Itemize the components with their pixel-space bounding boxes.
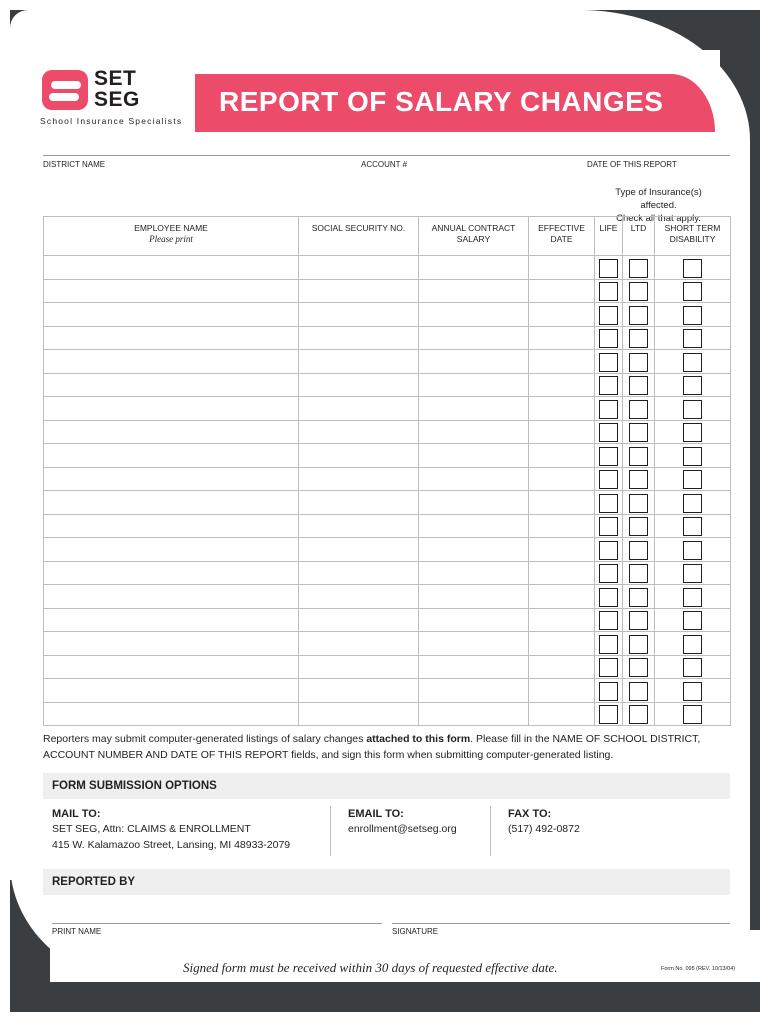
note-text-1: Reporters may submit computer-generated listings of salary changes: [43, 733, 367, 745]
ltd-cell: [623, 538, 655, 562]
ssn-cell[interactable]: [299, 679, 419, 703]
table-row: [44, 420, 731, 444]
checkbox[interactable]: [599, 423, 618, 442]
ssn-cell[interactable]: [299, 561, 419, 585]
employee-name-cell[interactable]: [44, 632, 299, 656]
effective-date-cell[interactable]: [529, 256, 595, 280]
ltd-cell: [623, 491, 655, 515]
life-cell: [595, 632, 623, 656]
ltd-cell: [623, 256, 655, 280]
std-cell: [655, 420, 731, 444]
std-cell: [655, 279, 731, 303]
ssn-cell[interactable]: [299, 632, 419, 656]
table-row: [44, 303, 731, 327]
checkbox[interactable]: [683, 658, 702, 677]
checkbox[interactable]: [629, 259, 648, 278]
ssn-cell[interactable]: [299, 350, 419, 374]
effective-date-cell[interactable]: [529, 467, 595, 491]
life-cell: [595, 326, 623, 350]
table-header-row: [44, 217, 731, 256]
salary-cell[interactable]: [419, 561, 529, 585]
salary-cell[interactable]: [419, 303, 529, 327]
employee-name-cell[interactable]: [44, 350, 299, 374]
checkbox[interactable]: [629, 588, 648, 607]
std-cell: [655, 702, 731, 726]
ltd-cell: [623, 397, 655, 421]
checkbox[interactable]: [629, 447, 648, 466]
ltd-cell: [623, 608, 655, 632]
checkbox[interactable]: [683, 611, 702, 630]
effective-date-cell[interactable]: [529, 632, 595, 656]
checkbox[interactable]: [599, 353, 618, 372]
divider-1: [330, 806, 331, 856]
checkbox[interactable]: [683, 517, 702, 536]
checkbox[interactable]: [629, 658, 648, 677]
checkbox[interactable]: [683, 541, 702, 560]
salary-cell[interactable]: [419, 373, 529, 397]
employee-name-cell[interactable]: [44, 420, 299, 444]
std-cell: [655, 467, 731, 491]
divider-2: [490, 806, 491, 856]
effective-date-cell[interactable]: [529, 538, 595, 562]
col-effective-date: [529, 217, 595, 256]
table-row: [44, 538, 731, 562]
table-row: [44, 444, 731, 468]
std-cell: [655, 303, 731, 327]
checkbox[interactable]: [683, 329, 702, 348]
employee-name-cell[interactable]: [44, 679, 299, 703]
checkbox[interactable]: [683, 282, 702, 301]
ssn-cell[interactable]: [299, 538, 419, 562]
ltd-cell: [623, 350, 655, 374]
effective-date-cell[interactable]: [529, 491, 595, 515]
ltd-cell: [623, 373, 655, 397]
checkbox[interactable]: [599, 470, 618, 489]
col-salary: [419, 217, 529, 256]
table-row: [44, 655, 731, 679]
checkbox[interactable]: [629, 353, 648, 372]
std-cell: [655, 256, 731, 280]
ssn-cell[interactable]: [299, 514, 419, 538]
ltd-cell: [623, 514, 655, 538]
life-cell: [595, 444, 623, 468]
table-row: [44, 608, 731, 632]
life-cell: [595, 538, 623, 562]
employee-name-cell[interactable]: [44, 561, 299, 585]
salary-cell[interactable]: [419, 326, 529, 350]
ssn-cell[interactable]: [299, 420, 419, 444]
col-life-label: LIFE: [599, 223, 618, 233]
note-text-2: . Please fill in the NAME OF SCHOOL DISTRICT, ACCOUNT NUMBER AND DATE OF THIS REPORT fields, and sign this form when submitting computer-generated listing.: [43, 733, 701, 761]
checkbox[interactable]: [683, 353, 702, 372]
email-address[interactable]: enrollment@setseg.org: [348, 823, 457, 835]
checkbox[interactable]: [683, 682, 702, 701]
checkbox[interactable]: [683, 635, 702, 654]
fax-number: (517) 492-0872: [508, 823, 580, 835]
col-ltd-label: LTD: [630, 223, 647, 233]
checkbox[interactable]: [599, 329, 618, 348]
life-cell: [595, 420, 623, 444]
checkbox[interactable]: [599, 517, 618, 536]
salary-cell[interactable]: [419, 514, 529, 538]
salary-cell[interactable]: [419, 420, 529, 444]
std-cell: [655, 491, 731, 515]
ssn-cell[interactable]: [299, 256, 419, 280]
employee-name-cell[interactable]: [44, 538, 299, 562]
checkbox[interactable]: [629, 682, 648, 701]
col-ltd: [623, 217, 655, 256]
checkbox[interactable]: [683, 564, 702, 583]
employee-name-cell[interactable]: [44, 373, 299, 397]
district-name-label: DISTRICT NAME: [43, 160, 106, 169]
employee-name-cell[interactable]: [44, 702, 299, 726]
life-cell: [595, 373, 623, 397]
life-cell: [595, 655, 623, 679]
ltd-cell: [623, 303, 655, 327]
checkbox[interactable]: [683, 494, 702, 513]
effective-date-cell[interactable]: [529, 373, 595, 397]
checkbox[interactable]: [629, 494, 648, 513]
ltd-cell: [623, 444, 655, 468]
ssn-cell[interactable]: [299, 655, 419, 679]
checkbox[interactable]: [629, 400, 648, 419]
ltd-cell: [623, 561, 655, 585]
effective-date-cell[interactable]: [529, 561, 595, 585]
salary-cell[interactable]: [419, 655, 529, 679]
effective-date-cell[interactable]: [529, 702, 595, 726]
effective-date-cell[interactable]: [529, 608, 595, 632]
checkbox[interactable]: [629, 541, 648, 560]
life-cell: [595, 585, 623, 609]
effective-date-cell[interactable]: [529, 397, 595, 421]
logo-line2: SEG: [94, 88, 140, 111]
checkbox[interactable]: [599, 447, 618, 466]
logo-tagline: School Insurance Specialists: [40, 116, 183, 126]
salary-cell[interactable]: [419, 444, 529, 468]
col-life: [595, 217, 623, 256]
report-date-label: DATE OF THIS REPORT: [587, 160, 677, 169]
ltd-cell: [623, 420, 655, 444]
ltd-cell: [623, 655, 655, 679]
col-eff-label2: DATE: [550, 234, 573, 244]
checkbox[interactable]: [629, 470, 648, 489]
std-cell: [655, 373, 731, 397]
checkbox[interactable]: [629, 376, 648, 395]
employee-name-cell[interactable]: [44, 655, 299, 679]
effective-date-cell[interactable]: [529, 279, 595, 303]
effective-date-cell[interactable]: [529, 326, 595, 350]
checkbox[interactable]: [599, 400, 618, 419]
col-salary-label2: SALARY: [456, 234, 491, 244]
checkbox[interactable]: [629, 423, 648, 442]
title-banner: [195, 74, 715, 132]
effective-date-cell[interactable]: [529, 655, 595, 679]
table-row: [44, 467, 731, 491]
signature-label: SIGNATURE: [392, 927, 439, 936]
table-row: [44, 679, 731, 703]
salary-cell[interactable]: [419, 467, 529, 491]
std-cell: [655, 561, 731, 585]
effective-date-cell[interactable]: [529, 585, 595, 609]
salary-cell[interactable]: [419, 256, 529, 280]
employee-name-cell[interactable]: [44, 303, 299, 327]
checkbox[interactable]: [599, 541, 618, 560]
note-bold: attached to this form: [366, 733, 471, 745]
reported-by-title: REPORTED BY: [52, 876, 136, 888]
effective-date-cell[interactable]: [529, 679, 595, 703]
life-cell: [595, 350, 623, 374]
ltd-cell: [623, 467, 655, 491]
instructions-note: [43, 731, 743, 763]
life-cell: [595, 256, 623, 280]
signature-line[interactable]: [392, 923, 730, 924]
employee-name-cell[interactable]: [44, 491, 299, 515]
std-cell: [655, 397, 731, 421]
std-cell: [655, 514, 731, 538]
checkbox[interactable]: [629, 705, 648, 724]
checkbox[interactable]: [629, 635, 648, 654]
ltd-cell: [623, 326, 655, 350]
header-fields-line[interactable]: [43, 155, 730, 156]
ltd-cell: [623, 632, 655, 656]
checkbox[interactable]: [599, 635, 618, 654]
std-cell: [655, 350, 731, 374]
checkbox[interactable]: [683, 259, 702, 278]
logo-line1: SET: [94, 67, 137, 90]
checkbox[interactable]: [629, 517, 648, 536]
salary-cell[interactable]: [419, 679, 529, 703]
table-row: [44, 514, 731, 538]
life-cell: [595, 561, 623, 585]
life-cell: [595, 702, 623, 726]
col-employee-sub: Please print: [149, 234, 193, 244]
print-name-label: PRINT NAME: [52, 927, 102, 936]
page-title: REPORT OF SALARY CHANGES: [219, 86, 664, 117]
checkbox[interactable]: [599, 588, 618, 607]
checkbox[interactable]: [683, 306, 702, 325]
table-row: [44, 491, 731, 515]
checkbox[interactable]: [629, 564, 648, 583]
salary-cell[interactable]: [419, 491, 529, 515]
checkbox[interactable]: [599, 705, 618, 724]
insurance-note-line1: Type of Insurance(s) affected.: [615, 187, 702, 211]
mail-to-label: MAIL TO:: [52, 808, 101, 820]
ltd-cell: [623, 702, 655, 726]
col-std-label1: SHORT TERM: [664, 223, 721, 233]
salary-cell[interactable]: [419, 585, 529, 609]
print-name-line[interactable]: [52, 923, 382, 924]
col-ssn: [299, 217, 419, 256]
effective-date-cell[interactable]: [529, 420, 595, 444]
employee-name-cell[interactable]: [44, 585, 299, 609]
checkbox[interactable]: [629, 329, 648, 348]
employee-name-cell[interactable]: [44, 444, 299, 468]
submission-options-title: FORM SUBMISSION OPTIONS: [52, 780, 217, 792]
table-row: [44, 326, 731, 350]
ssn-cell[interactable]: [299, 608, 419, 632]
ltd-cell: [623, 279, 655, 303]
table-row: [44, 632, 731, 656]
checkbox[interactable]: [683, 705, 702, 724]
col-std-label2: DISABILITY: [669, 234, 716, 244]
checkbox[interactable]: [599, 282, 618, 301]
email-to-label: EMAIL TO:: [348, 808, 404, 820]
ssn-cell[interactable]: [299, 397, 419, 421]
checkbox[interactable]: [599, 376, 618, 395]
std-cell: [655, 326, 731, 350]
ssn-cell[interactable]: [299, 303, 419, 327]
salary-cell[interactable]: [419, 608, 529, 632]
checkbox[interactable]: [629, 282, 648, 301]
salary-cell[interactable]: [419, 397, 529, 421]
ltd-cell: [623, 679, 655, 703]
mail-to-line1: SET SEG, Attn: CLAIMS & ENROLLMENT: [52, 823, 251, 835]
ssn-cell[interactable]: [299, 373, 419, 397]
ssn-cell[interactable]: [299, 702, 419, 726]
std-cell: [655, 679, 731, 703]
checkbox[interactable]: [599, 259, 618, 278]
ssn-cell[interactable]: [299, 326, 419, 350]
salary-cell[interactable]: [419, 702, 529, 726]
frame-bottom: [10, 982, 760, 1012]
submission-options-bar: [43, 773, 730, 799]
employee-name-cell[interactable]: [44, 326, 299, 350]
ltd-cell: [623, 585, 655, 609]
checkbox[interactable]: [629, 306, 648, 325]
life-cell: [595, 679, 623, 703]
salary-cell[interactable]: [419, 632, 529, 656]
employee-name-cell[interactable]: [44, 256, 299, 280]
table-row: [44, 702, 731, 726]
checkbox[interactable]: [599, 611, 618, 630]
insurance-note-line2: Check all that apply.: [616, 213, 701, 224]
ssn-cell[interactable]: [299, 491, 419, 515]
std-cell: [655, 632, 731, 656]
effective-date-cell[interactable]: [529, 350, 595, 374]
checkbox[interactable]: [683, 470, 702, 489]
col-salary-label1: ANNUAL CONTRACT: [431, 223, 516, 233]
table-row: [44, 397, 731, 421]
std-cell: [655, 608, 731, 632]
checkbox[interactable]: [599, 658, 618, 677]
life-cell: [595, 608, 623, 632]
employee-name-cell[interactable]: [44, 514, 299, 538]
s-mark-icon: [42, 70, 88, 110]
std-cell: [655, 655, 731, 679]
life-cell: [595, 303, 623, 327]
life-cell: [595, 491, 623, 515]
table-row: [44, 279, 731, 303]
life-cell: [595, 467, 623, 491]
std-cell: [655, 444, 731, 468]
table-row: [44, 256, 731, 280]
checkbox[interactable]: [629, 611, 648, 630]
effective-date-cell[interactable]: [529, 514, 595, 538]
checkbox[interactable]: [683, 447, 702, 466]
ssn-cell[interactable]: [299, 444, 419, 468]
ssn-cell[interactable]: [299, 279, 419, 303]
reported-by-bar: [43, 869, 730, 895]
employee-name-cell[interactable]: [44, 467, 299, 491]
table-row: [44, 585, 731, 609]
life-cell: [595, 279, 623, 303]
account-label: ACCOUNT #: [361, 160, 408, 169]
mail-to-line2: 415 W. Kalamazoo Street, Lansing, MI 48933-2079: [52, 839, 291, 851]
effective-date-cell[interactable]: [529, 444, 595, 468]
col-ssn-label: SOCIAL SECURITY NO.: [311, 223, 406, 233]
checkbox[interactable]: [683, 376, 702, 395]
form-number: Form No. 095 (REV. 10/13/04): [661, 966, 736, 972]
life-cell: [595, 397, 623, 421]
col-employee-name: [44, 217, 299, 256]
salary-cell[interactable]: [419, 538, 529, 562]
std-cell: [655, 538, 731, 562]
employee-name-cell[interactable]: [44, 279, 299, 303]
table-row: [44, 561, 731, 585]
footer-notice: Signed form must be received within 30 days of requested effective date.: [183, 960, 558, 975]
col-short-term-disability: [655, 217, 731, 256]
col-employee-label: EMPLOYEE NAME: [134, 223, 208, 233]
fax-to-label: FAX TO:: [508, 808, 552, 820]
life-cell: [595, 514, 623, 538]
table-row: [44, 350, 731, 374]
checkbox[interactable]: [683, 423, 702, 442]
ssn-cell[interactable]: [299, 585, 419, 609]
col-eff-label1: EFFECTIVE: [538, 223, 585, 233]
salary-cell[interactable]: [419, 350, 529, 374]
checkbox[interactable]: [599, 306, 618, 325]
salary-cell[interactable]: [419, 279, 529, 303]
ssn-cell[interactable]: [299, 467, 419, 491]
std-cell: [655, 585, 731, 609]
checkbox[interactable]: [599, 564, 618, 583]
table-row: [44, 373, 731, 397]
employee-name-cell[interactable]: [44, 397, 299, 421]
effective-date-cell[interactable]: [529, 303, 595, 327]
checkbox[interactable]: [599, 682, 618, 701]
employee-name-cell[interactable]: [44, 608, 299, 632]
salary-changes-table: [43, 216, 731, 726]
setseg-logo: [40, 68, 190, 130]
checkbox[interactable]: [683, 588, 702, 607]
checkbox[interactable]: [599, 494, 618, 513]
checkbox[interactable]: [683, 400, 702, 419]
